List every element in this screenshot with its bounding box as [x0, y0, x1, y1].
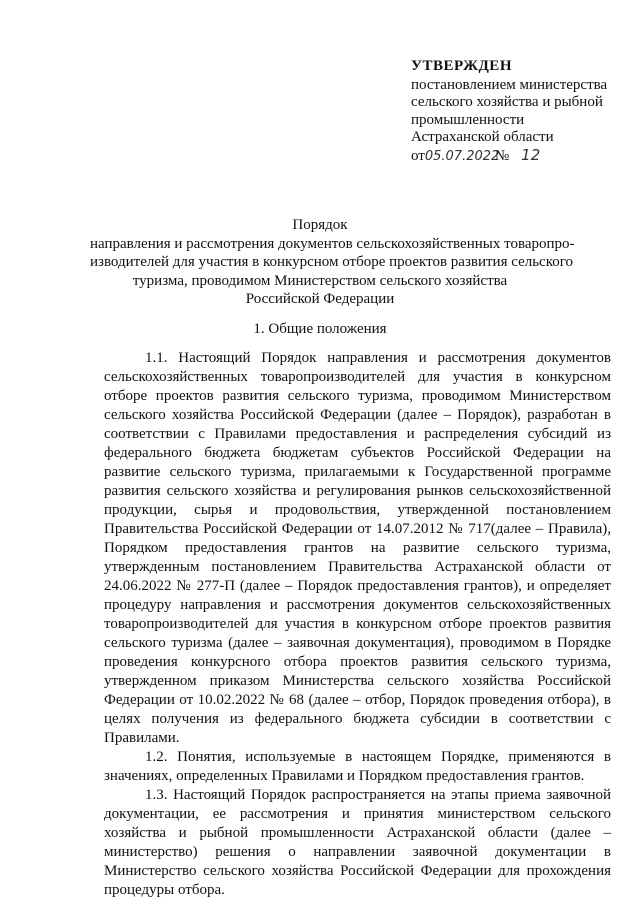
number-sign: № [494, 147, 510, 164]
paragraph: 1.1. Настоящий Порядок направления и рассмотрения документов сельскохозяйственных товаропроизводителей для участия в конкурсном отборе проектов развития сельского туризма, проводимом Министерством сельского хозяйства Российской Федерации (далее – Порядок), разработан в соответствии с Правилами предоставления и распределения субсидий из федерального бюджета бюджетам субъектов Российской Федерации на развитие сельского туризма, прилагаемыми к Государственной программе развития сельского хозяйства и регулирования рынков сельскохозяйственной продукции, сырья и продовольствия, утвержденной постановлением Правительства Российской Федерации от 14.07.2012 № 717(далее – Правила), Порядком предоставления грантов на развитие сельского туризма, утвержденным постановлением Правительства Астраханской области от 24.06.2022 № 277-П (далее – Порядок предоставления грантов), и определяет процедуру направления и рассмотрения документов сельскохозяйственных товаропроизводителей для участия в конкурсном отборе проектов развития сельского туризма (далее – заявочная документация), проводимом в Порядке проведения конкурсного отбора проектов развития сельского туризма, утвержденном приказом Министерства сельского хозяйства Российской Федерации от 10.02.2022 № 68 (далее – отбор, Порядок проведения отбора), в целях получения из федерального бюджета субсидии в соответствии с Правилами. [104, 350, 611, 746]
approval-line: сельского хозяйства и рыбной [411, 94, 603, 111]
document-title [90, 216, 575, 309]
document-body [104, 349, 611, 900]
approval-line: постановлением министерства [411, 76, 608, 93]
approval-date-line [411, 147, 626, 166]
title-line: Российской Федерации [245, 291, 395, 308]
date-prefix: от [411, 147, 425, 164]
title-line: изводителей для участия в конкурсном отборе проектов развития сельского [90, 254, 574, 271]
paragraph: 1.2. Понятия, используемые в настоящем Порядке, применяются в значениях, определенных Правилами и Порядком предоставления грантов. [104, 749, 611, 784]
handwritten-number: 12 [521, 145, 541, 164]
title-line: направления и рассмотрения документов сельскохозяйственных товаропро- [90, 235, 575, 252]
approval-block [411, 58, 626, 166]
handwritten-date: 05.07.2022 [424, 148, 500, 164]
approval-heading: УТВЕРЖДЕН [411, 58, 512, 74]
approval-line: промышленности [411, 111, 525, 128]
approval-line: Астраханской области [411, 129, 554, 146]
paragraph: 1.3. Настоящий Порядок распространяется на этапы приема заявочной документации, ее рассмотрения и принятия министерством сельского хозяйства и рыбной промышленности Астраханской области (далее – министерство) решения о направлении заявочной документации в Министерство сельского хозяйства Российской Федерации для прохождения процедуры отбора. [104, 787, 611, 898]
title-line: Порядок [292, 217, 348, 233]
title-line: туризма, проводимом Министерством сельского хозяйства [132, 272, 508, 289]
section-heading: 1. Общие положения [253, 321, 387, 337]
